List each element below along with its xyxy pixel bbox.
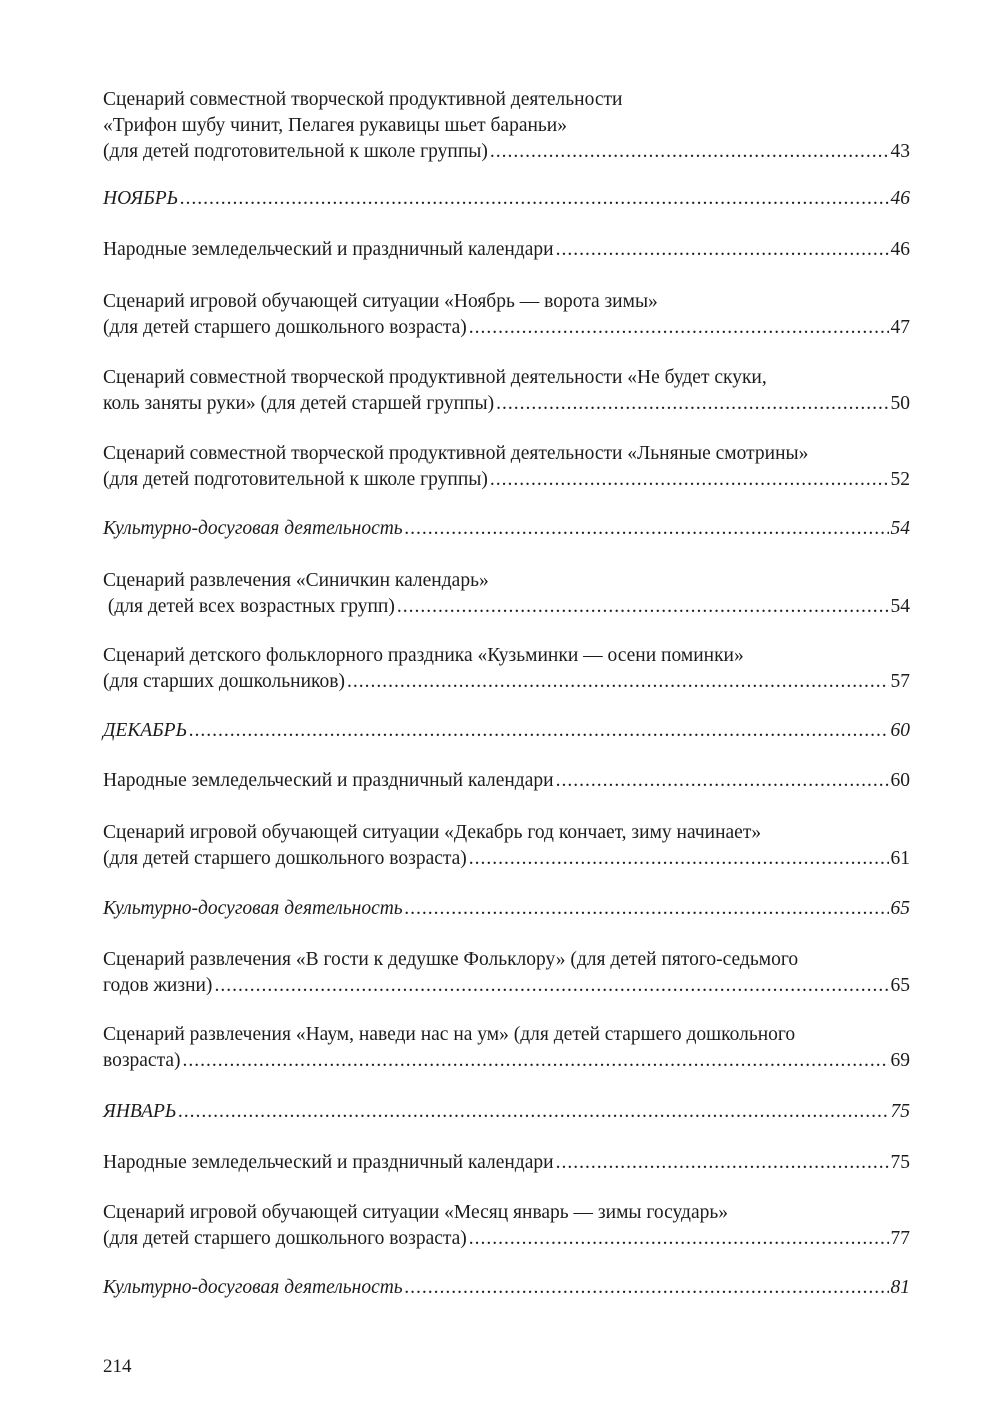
- toc-entry-line: Сценарий совместной творческой продуктивной деятельности «Льняные смотрины»: [103, 443, 809, 464]
- toc-entry-title: Культурно-досуговая деятельность: [103, 898, 403, 919]
- toc-page-number: 57: [890, 671, 910, 692]
- toc-entry-title: (для детей старшего дошкольного возраста): [103, 1228, 467, 1249]
- toc-page-number: 65: [890, 898, 910, 919]
- toc-entry: [103, 643, 910, 695]
- dot-leader: [405, 896, 889, 922]
- dot-leader: [469, 315, 889, 341]
- toc-entry-line: Сценарий игровой обучающей ситуации «Ноябрь — ворота зимы»: [103, 291, 658, 312]
- dot-leader: [405, 516, 889, 542]
- toc-entry-title: (для детей подготовительной к школе группы): [103, 141, 488, 162]
- dot-leader: [180, 186, 888, 212]
- toc-page-number: 50: [890, 393, 910, 414]
- toc-entry-title: (для детей старшего дошкольного возраста): [103, 317, 467, 338]
- toc-entry-line: Сценарий развлечения «Наум, наведи нас на ум» (для детей старшего дошкольного: [103, 1024, 796, 1045]
- dot-leader: [397, 594, 889, 620]
- toc-entry: [103, 289, 910, 341]
- toc-page-number: 60: [890, 770, 910, 791]
- toc-entry-line: Сценарий игровой обучающей ситуации «Месяц январь — зимы государь»: [103, 1202, 729, 1223]
- toc-entry: [103, 1150, 910, 1176]
- toc-entry: [103, 441, 910, 493]
- toc-entry-title: коль заняты руки» (для детей старшей группы): [103, 393, 495, 414]
- toc-page-number: 81: [890, 1277, 910, 1298]
- toc-page-number: 46: [890, 188, 910, 209]
- toc-entry-title: ДЕКАБРЬ: [103, 720, 188, 741]
- toc-entry: [103, 1200, 910, 1252]
- dot-leader: [496, 391, 888, 417]
- toc-page-number: 43: [890, 141, 910, 162]
- toc-entry-line: Сценарий совместной творческой продуктивной деятельности: [103, 89, 623, 110]
- dot-leader: [490, 139, 889, 165]
- dot-leader: [214, 973, 888, 999]
- toc-entry-line: Сценарий развлечения «Синичкин календарь»: [103, 570, 489, 591]
- toc-entry-title: годов жизни): [103, 975, 213, 996]
- toc-entry-line: Сценарий совместной творческой продуктивной деятельности «Не будет скуки,: [103, 367, 767, 388]
- toc-page-number: 52: [890, 469, 910, 490]
- toc-month-heading: [103, 186, 910, 212]
- toc-entry-line: Сценарий развлечения «В гости к дедушке Фольклору» (для детей пятого-седьмого: [103, 949, 799, 970]
- toc-entry: [103, 568, 910, 620]
- toc-entry-title: (для детей старшего дошкольного возраста): [103, 848, 467, 869]
- dot-leader: [405, 1275, 889, 1301]
- toc-entry-title: (для детей подготовительной к школе группы): [103, 469, 488, 490]
- toc-page-number: 60: [890, 720, 910, 741]
- dot-leader: [469, 1226, 889, 1252]
- dot-leader: [347, 669, 889, 695]
- toc-page-number: 65: [890, 975, 910, 996]
- dot-leader: [490, 467, 889, 493]
- toc-entry: [103, 87, 910, 165]
- toc-entry: [103, 1022, 910, 1074]
- toc-entry: [103, 237, 910, 263]
- toc-entry-title: НОЯБРЬ: [103, 188, 179, 209]
- toc-month-heading: [103, 1099, 910, 1125]
- toc-entry-title: Народные земледельческий и праздничный календари: [103, 239, 554, 260]
- toc-entry-title: (для детей всех возрастных групп): [103, 596, 395, 617]
- dot-leader: [189, 718, 888, 744]
- toc-entry-title: ЯНВАРЬ: [103, 1101, 177, 1122]
- page-number: 214: [103, 1356, 132, 1377]
- toc-page-number: 69: [890, 1050, 910, 1071]
- toc-section-heading: [103, 1275, 910, 1301]
- toc-entry-title: Культурно-досуговая деятельность: [103, 1277, 403, 1298]
- toc-entry-title: возраста): [103, 1050, 181, 1071]
- toc-page-number: 61: [890, 848, 910, 869]
- toc-entry: [103, 365, 910, 417]
- toc-entry-line: Сценарий детского фольклорного праздника «Кузьминки — осени поминки»: [103, 645, 744, 666]
- toc-section-heading: [103, 896, 910, 922]
- dot-leader: [183, 1048, 889, 1074]
- toc-page-number: 54: [890, 518, 910, 539]
- toc-entry-line: Сценарий игровой обучающей ситуации «Декабрь год кончает, зиму начинает»: [103, 822, 762, 843]
- toc-page-number: 75: [890, 1152, 910, 1173]
- toc-month-heading: [103, 718, 910, 744]
- toc-entry-title: (для старших дошкольников): [103, 671, 345, 692]
- toc-entry: [103, 820, 910, 872]
- dot-leader: [556, 768, 889, 794]
- dot-leader: [556, 237, 889, 263]
- toc-entry-title: Культурно-досуговая деятельность: [103, 518, 403, 539]
- toc-entry: [103, 768, 910, 794]
- toc-page-number: 46: [890, 239, 910, 260]
- toc-entry-line: «Трифон шубу чинит, Пелагея рукавицы шьет бараньи»: [103, 115, 567, 136]
- toc-page-number: 77: [890, 1228, 910, 1249]
- dot-leader: [178, 1099, 888, 1125]
- toc-page-number: 54: [890, 596, 910, 617]
- dot-leader: [556, 1150, 889, 1176]
- toc-page-number: 75: [890, 1101, 910, 1122]
- dot-leader: [469, 846, 889, 872]
- toc-page-number: 47: [890, 317, 910, 338]
- toc-entry-title: Народные земледельческий и праздничный календари: [103, 1152, 554, 1173]
- toc-entry: [103, 947, 910, 999]
- toc-entry-title: Народные земледельческий и праздничный календари: [103, 770, 554, 791]
- toc-section-heading: [103, 516, 910, 542]
